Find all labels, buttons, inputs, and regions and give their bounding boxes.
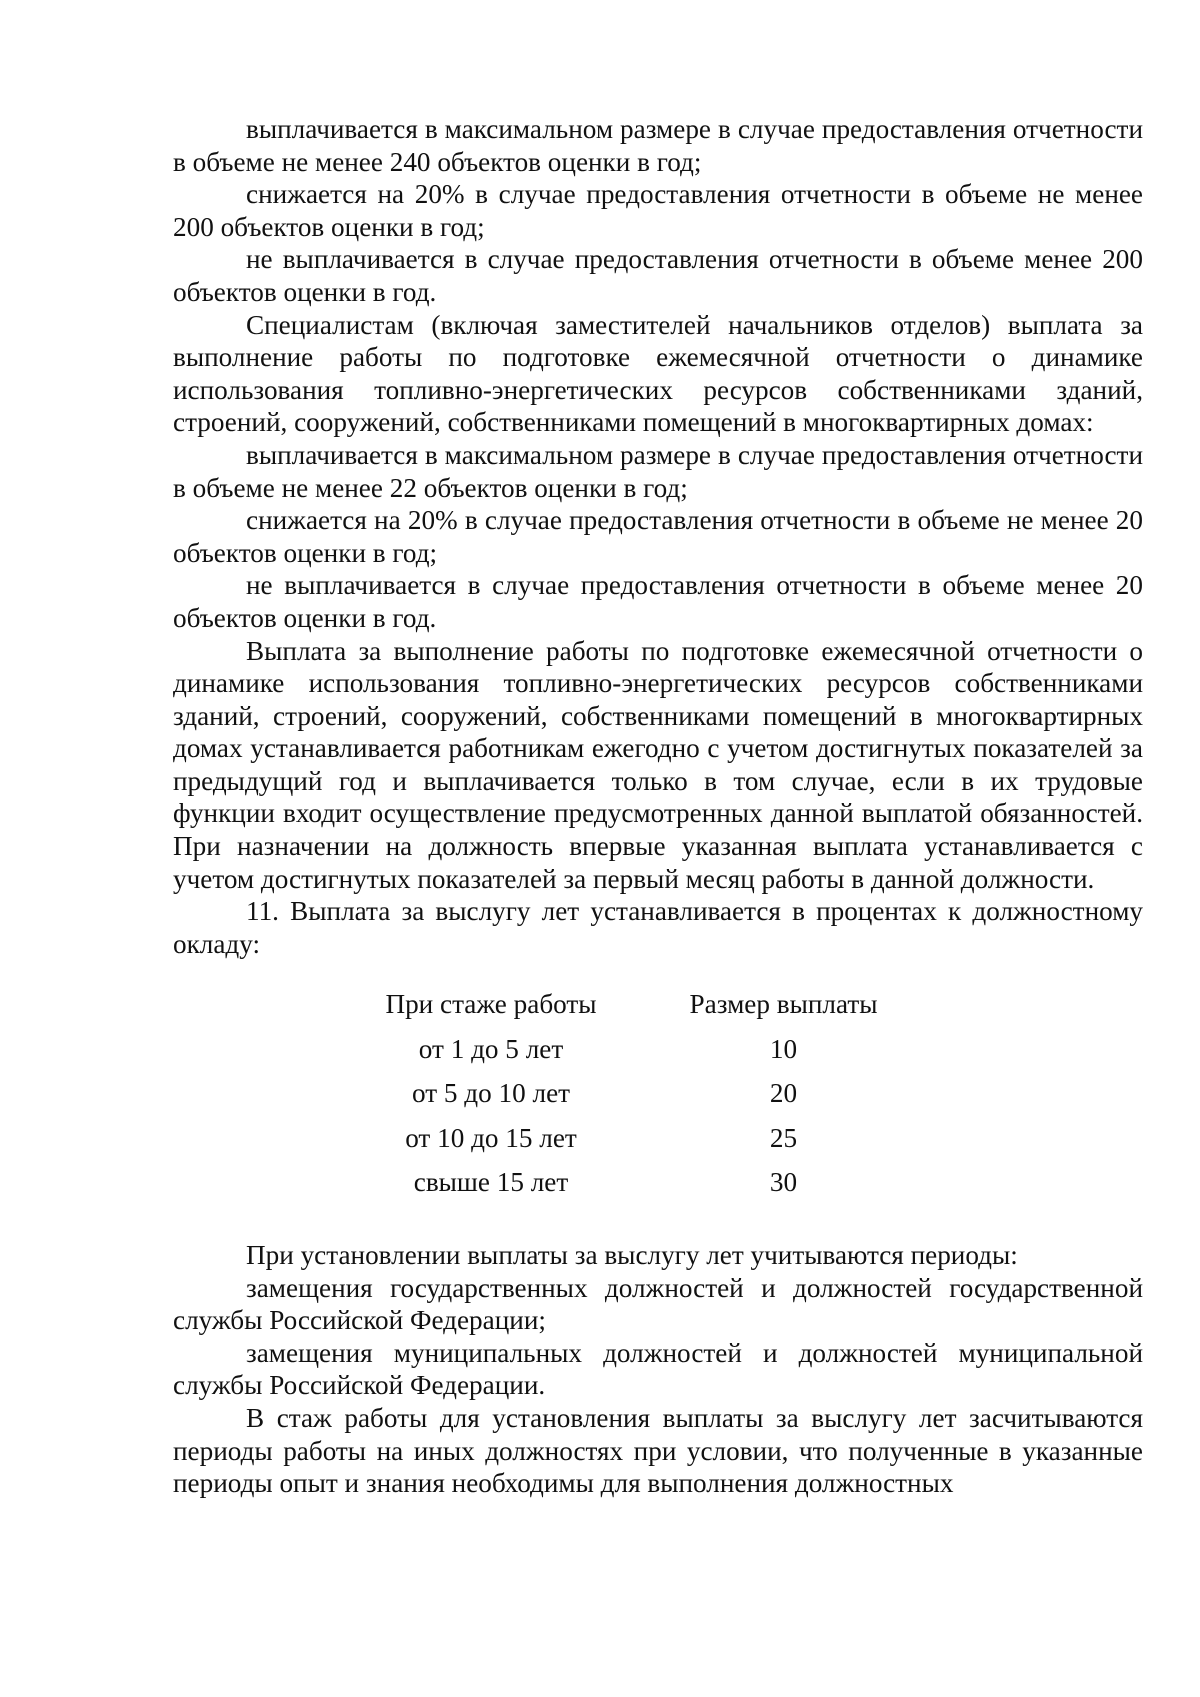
table-row [331, 1027, 916, 1072]
table-cell-experience: свыше 15 лет [413, 1167, 569, 1198]
table-cell-payment: 25 [769, 1122, 798, 1153]
table-header-row [331, 982, 916, 1027]
table-cell-payment: 30 [769, 1167, 798, 1198]
paragraph: снижается на 20% в случае предоставления отчетности в объеме не менее 20 объектов оценки в год; [173, 505, 1143, 568]
table-cell-experience: от 10 до 15 лет [405, 1122, 577, 1153]
table-row [331, 1116, 916, 1161]
paragraph: 11. Выплата за выслугу лет устанавливается в процентах к должностному окладу: [173, 896, 1143, 959]
paragraph: Выплата за выполнение работы по подготовке ежемесячной отчетности о динамике использования топливно-энергетических ресурсов собственниками зданий, строений, сооружений, собственниками помещений в многоквартирных домах устанавливается работникам ежегодно с учетом достигнутых показателей за предыдущий год и выплачивается только в том случае, если в их трудовые функции входит осуществление предусмотренных данной выплатой обязанностей. При назначении на должность впервые указанная выплата устанавливается с учетом достигнутых показателей за первый месяц работы в данной должности. [173, 635, 1143, 894]
table-header-payment: Размер выплаты [689, 989, 878, 1020]
table-row [331, 1071, 916, 1116]
service-length-table-wrapper [173, 982, 1143, 1205]
table-cell-experience: от 5 до 10 лет [411, 1078, 571, 1109]
paragraph: не выплачивается в случае предоставления отчетности в объеме менее 20 объектов оценки в год. [173, 570, 1143, 633]
paragraph: замещения государственных должностей и должностей государственной службы Российской Федерации; [173, 1272, 1143, 1336]
paragraph: Специалистам (включая заместителей начальников отделов) выплата за выполнение работы по подготовке ежемесячной отчетности о динамике использования топливно-энергетических ресурсов собственниками зданий, строений, сооружений, собственниками помещений в многоквартирных домах: [173, 309, 1143, 438]
paragraph: В стаж работы для установления выплаты за выслугу лет засчитываются периоды работы на иных должностях при условии, что полученные в указанные периоды опыт и знания необходимы для выполнения должностных [173, 1402, 1143, 1499]
table-header-experience: При стаже работы [385, 989, 597, 1020]
table-cell-experience: от 1 до 5 лет [418, 1033, 564, 1064]
paragraph: выплачивается в максимальном размере в случае предоставления отчетности в объеме не менее 22 объектов оценки в год; [173, 439, 1143, 503]
table-row [331, 1160, 916, 1205]
document-body [173, 113, 1143, 1500]
table-cell-payment: 10 [769, 1033, 798, 1064]
paragraph: не выплачивается в случае предоставления отчетности в объеме менее 200 объектов оценки в год. [173, 244, 1143, 307]
table-cell-payment: 20 [769, 1078, 798, 1109]
paragraph: выплачивается в максимальном размере в случае предоставления отчетности в объеме не менее 240 объектов оценки в год; [173, 114, 1143, 177]
service-length-table [331, 982, 916, 1205]
paragraph: При установлении выплаты за выслугу лет учитываются периоды: [246, 1239, 1018, 1270]
paragraph: замещения муниципальных должностей и должностей муниципальной службы Российской Федерации. [173, 1337, 1143, 1401]
paragraph: снижается на 20% в случае предоставления отчетности в объеме не менее 200 объектов оценки в год; [173, 179, 1143, 242]
